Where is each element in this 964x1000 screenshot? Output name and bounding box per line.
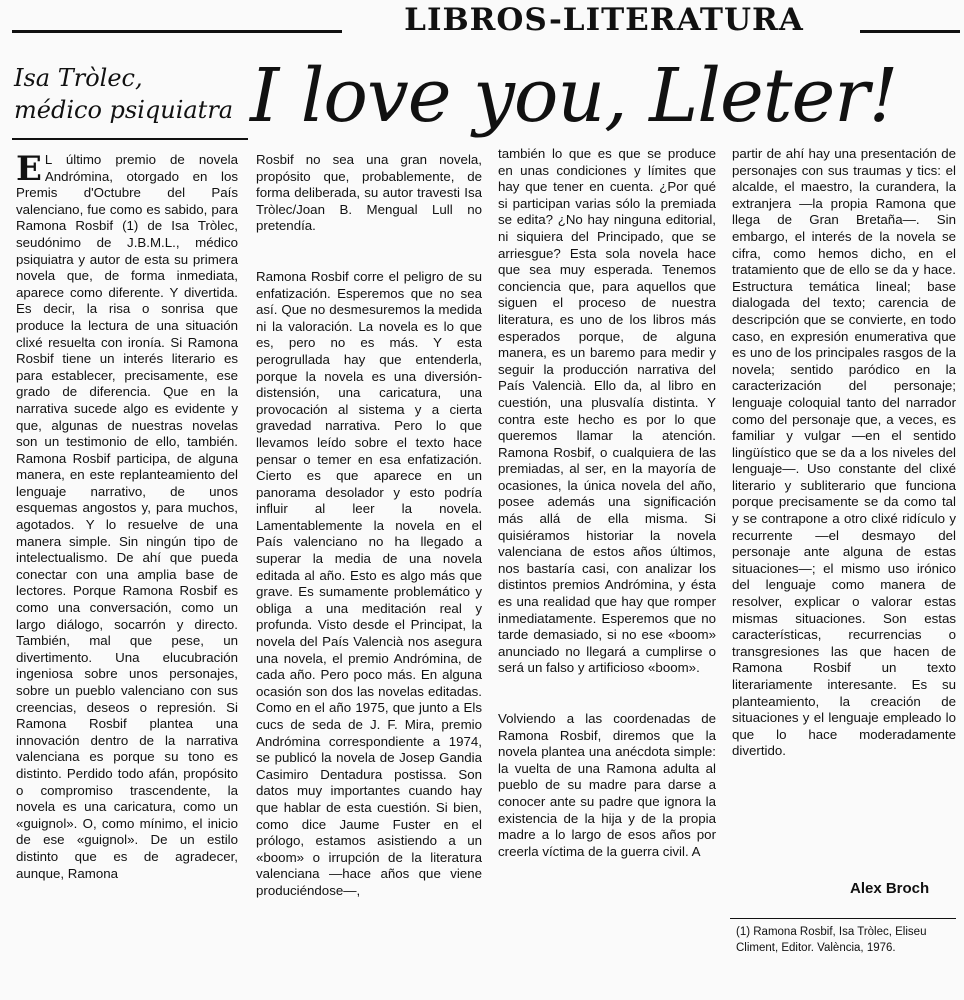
section-title: LIBROS-LITERATURA bbox=[404, 2, 804, 38]
column-3-paragraph-2: Volviendo a las coordenadas de Ramona Rosbif, diremos que la novela plantea una anécdota simple: la vuelta de una Ramona adulta al pueblo de su madre para darse a conocer ante su padre que ignora la existencia de la hija y de la propia madre a lo largo de esos años por creerla víctima de la guerra civil. A bbox=[498, 711, 716, 859]
byline-rule bbox=[12, 138, 248, 140]
author-signature: Alex Broch bbox=[850, 880, 930, 897]
column-2-paragraph-2: Ramona Rosbif corre el peligro de su enfatización. Esperemos que no sea así. Que no desmesuremos la medida ni la valoración. La novela es lo que es, pero no es más. Y esta perogrullada hay que entenderla, porque la novela es una diversión-distensión, una caricatura, una provocación al sistema y a cierta gravedad narrativa. Pero lo que llevamos leído sobre el texto hace pensar o temer en esa enfatización. Cierto es que aparece en un panorama desolador y esto podría influir al leer la novela. Lamentablemente la novela en el País valenciano no ha llegado a superar la media de una novela editada al año. Esto es algo más que grave. Es sumamente problemático y obliga a una meditación real y profunda. Visto desde el Principat, la novela del País Valencià nos asegura una novela, el premio Andrómina, de cada año. Pero poco más. En alguna ocasión son dos las novelas editadas. Como en el año 1975, que junto a Els cucs de seda de J. F. Mira, premio Andrómina correspondiente a 1974, se publicó la novela de Josep Gandia Casimiro Dentadura postissa. Son datos muy importantes cuando hay que hablar de esta cuestión. Si bien, como dice Jaume Fuster en el prólogo, estamos asistiendo a un «boom» o irrupción de la literatura valenciana —hace años que viene produciéndose—, bbox=[256, 268, 482, 898]
byline-role: médico psiquiatra bbox=[14, 96, 234, 124]
headline: I love you, Lleter! bbox=[250, 53, 898, 139]
column-1-paragraph-1: L último premio de novela Andrómina, otorgado en los Premis d'Octubre del País valenciano, fue como es sabido, para Ramona Rosbif (1) de Isa Tròlec, seudónimo de J.B.M.L., médico psiquiatra y autor de esta su primera novela que, de forma inmediata, aparece como diferente. Y divertida. Es decir, la risa o sonrisa que produce la lectura de una situación clixé resuelta con ironía. Si Ramona Rosbif tiene un interés literario es para establecer, precisamente, ese grado de diferencia. Que en la narrativa sucede algo es evidente y que, algunas de nuestras novelas son un testimonio de ello, también. Ramona Rosbif participa, de alguna manera, en este replanteamiento del lenguaje narrativo, de unos esquemas angostos y, para muchos, agotados. Y lo resuelve de una manera simple. Sin ningún tipo de intelectualismo. De ahí que pueda conectar con una amplia base de lectores. Porque Ramona Rosbif es como una conversación, como un largo diálogo, socarrón y directo. También, mal que pese, un divertimento. Una elucubración ingeniosa sobre unos personajes, sobre un pueblo valenciano con sus creencias, deseos o represión. Si Ramona Rosbif plantea una innovación dentro de la narrativa valenciana es porque su tono es distinto. Perdido todo afán, propósito o compromiso trascendente, la novela es una caricatura, como un «guignol». O, como mínimo, el inicio de ese «guignol». De un estilo distinto que es de agradecer, aunque, Ramona bbox=[16, 152, 238, 881]
section-header bbox=[0, 0, 964, 40]
article-column-2 bbox=[256, 152, 482, 900]
column-4-paragraph-1: partir de ahí hay una presentación de personajes con sus traumas y tics: el alcalde, el maestro, la curandera, la extranjera —la propia Ramona que llega de Gran Bretaña—. Sin embargo, el interés de la novela se cifra, como hemos dicho, en el tratamiento que de ello se da y hace. Estructura temática lineal; base dialogada del texto; carencia de descripción que se convierte, en todo caso, en expresión enumerativa que es uno de los principales rasgos de la novela; sentido paródico en la caracterización del personaje; lenguaje coloquial tanto del narrador como del personaje que, a veces, es familiar y vulgar —en el sentido lingüístico que se da a los niveles del lenguaje—. Uso constante del clixé literario y subliterario que funciona porque precisamente se da como tal y se contrapone a otro clixé ridículo y recurrente —el desmayo del personaje ante alguna de estas situaciones—; el mismo uso irónico del lenguaje como manera de resolver, explicar o valorar estas mismas situaciones. Son estas características, recurrencias o transgresiones las que hacen de Ramona Rosbif un texto literariamente interesante. Es su planteamiento, la creación de situaciones y el lenguaje empleado lo que lo hace moderadamente divertido. bbox=[732, 146, 956, 759]
header-rule-right bbox=[860, 30, 960, 33]
drop-cap: E bbox=[16, 149, 42, 189]
footnote: (1) Ramona Rosbif, Isa Tròlec, Eliseu Climent, Editor. València, 1976. bbox=[736, 926, 927, 954]
footnote-rule bbox=[730, 918, 956, 919]
column-2-paragraph-1: Rosbif no sea una gran novela, propósito que, probablemente, de forma deliberada, su autor travesti Isa Tròlec/Joan B. Mengual Lull no pretendía. bbox=[256, 152, 482, 234]
article-column-4 bbox=[732, 146, 956, 760]
article-column-3 bbox=[498, 146, 716, 860]
column-3-paragraph-1: también lo que es que se produce en unas condiciones y límites que hay que tener en cuenta. ¿Por qué si participan varias sólo la premiada se edita? ¿No hay ninguna editorial, ni siquiera del Principado, que se arriesgue? Esta sola novela hace que sea muy esperada. Tenemos conciencia que, para aquellos que siguen el proceso de nuestra literatura, es uno de los libros más esperados porque, de alguna manera, es un baremo para medir y seguir la producción narrativa del País Valencià. Ello da, al libro en cuestión, una plusvalía distinta. Y contra este hecho es por lo que queremos llamar la atención. Ramona Rosbif, o cualquiera de las premiadas, al ser, en la mayoría de ocasiones, la única novela del año, posee además una significación más allá de ella misma. Si quisiéramos historiar la novela valenciana de estos años últimos, nos bastaría casi, con analizar los distintos premios Andrómina, y ésta es una realidad que hay que romper inmediatamente. Esperemos que no tarde demasiado, si no ese «boom» anunciado no llegará a cumplirse o será un falso y artificioso «boom». bbox=[498, 146, 716, 676]
article-column-1 bbox=[16, 149, 238, 882]
byline-name: Isa Tròlec, bbox=[14, 64, 143, 92]
byline bbox=[14, 62, 244, 126]
header-rule-left bbox=[12, 30, 342, 33]
